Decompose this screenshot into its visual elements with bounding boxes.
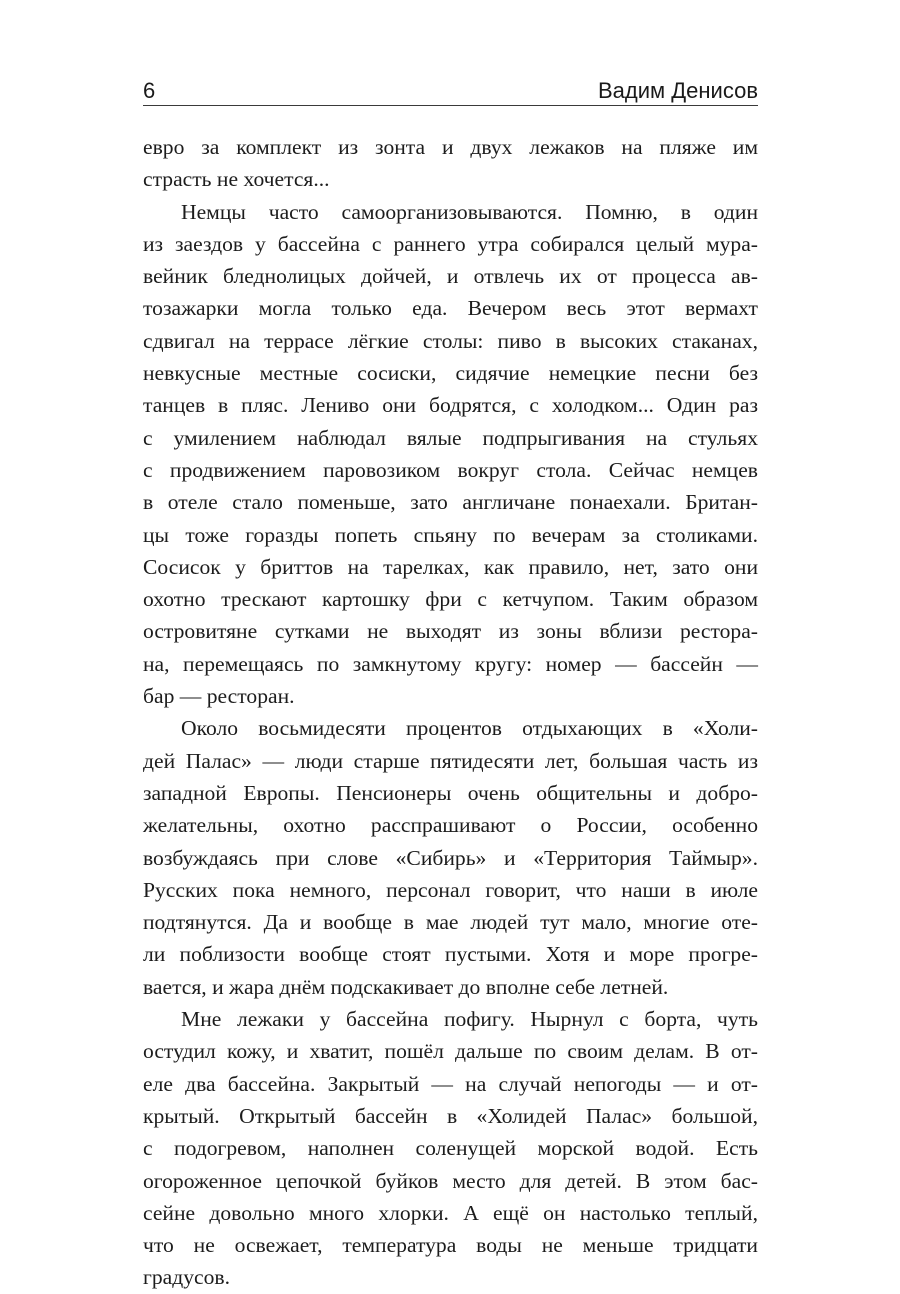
paragraph bbox=[143, 131, 758, 196]
text-line: на, перемещаясь по замкнутому кругу: номер — бассейн — bbox=[143, 651, 758, 676]
text-line: евро за комплект из зонта и двух лежаков на пляже им bbox=[143, 135, 758, 159]
text-line: желательны, охотно расспрашивают о России, особенно bbox=[143, 813, 758, 838]
text-line: сейне довольно много хлорки. А ещё он настолько теплый, bbox=[143, 1200, 758, 1225]
paragraph bbox=[143, 1003, 758, 1294]
running-head bbox=[143, 74, 758, 104]
text-line: сдвигал на террасе лёгкие столы: пиво в высоких стаканах, bbox=[143, 328, 758, 353]
text-line: вается, и жара днём подскакивает до вполне себе летней. bbox=[143, 974, 669, 999]
text-line: Сосисок у бриттов на тарелках, как правило, нет, зато они bbox=[143, 554, 758, 579]
text-line: тозажарки могла только еда. Вечером весь этот вермахт bbox=[143, 296, 758, 321]
text-line: островитяне сутками не выходят из зоны вблизи рестора- bbox=[143, 619, 758, 644]
text-line: страсть не хочется... bbox=[143, 167, 330, 192]
text-line: что не освежает, температура воды не меньше тридцати bbox=[143, 1233, 758, 1258]
text-line: дей Палас» — люди старше пятидесяти лет, большая часть из bbox=[143, 748, 758, 773]
paragraph bbox=[143, 712, 758, 1003]
text-line: охотно трескают картошку фри с кетчупом. Таким образом bbox=[143, 587, 758, 612]
text-line: цы тоже горазды попеть спьяну по вечерам за столиками. bbox=[143, 522, 758, 547]
text-line: с умилением наблюдал вялые подпрыгивания на стульях bbox=[143, 425, 758, 450]
text-line: из заездов у бассейна с раннего утра собирался целый мура- bbox=[143, 231, 758, 256]
text-line: вейник бледнолицых дойчей, и отвлечь их от процесса ав- bbox=[143, 264, 758, 289]
text-line: подтянутся. Да и вообще в мае людей тут мало, многие оте- bbox=[143, 910, 758, 935]
text-line: Немцы часто самоорганизовываются. Помню, в один bbox=[181, 199, 758, 224]
text-line: ли поблизости вообще стоят пустыми. Хотя и море прогре- bbox=[143, 942, 758, 967]
text-line: возбуждаясь при слове «Сибирь» и «Территория Таймыр». bbox=[143, 845, 758, 870]
text-line: Около восьмидесяти процентов отдыхающих в «Холи- bbox=[181, 716, 758, 741]
text-line: Русских пока немного, персонал говорит, что наши в июле bbox=[143, 877, 758, 902]
text-line: Мне лежаки у бассейна пофигу. Нырнул с борта, чуть bbox=[181, 1007, 758, 1032]
text-line: бар — ресторан. bbox=[143, 684, 295, 709]
author-name: Вадим Денисов bbox=[597, 78, 758, 103]
text-line: с подогревом, наполнен соленущей морской водой. Есть bbox=[143, 1136, 758, 1161]
header-rule bbox=[143, 105, 758, 106]
text-line: огороженное цепочкой буйков место для детей. В этом бас- bbox=[143, 1168, 758, 1193]
text-line: западной Европы. Пенсионеры очень общительны и добро- bbox=[143, 780, 758, 805]
paragraph bbox=[143, 196, 758, 713]
page-number: 6 bbox=[143, 78, 156, 103]
text-line: с продвижением паровозиком вокруг стола. Сейчас немцев bbox=[143, 457, 758, 482]
text-line: в отеле стало поменьше, зато англичане понаехали. Британ- bbox=[143, 490, 758, 515]
body-text bbox=[143, 131, 758, 1294]
text-line: крытый. Открытый бассейн в «Холидей Палас» большой, bbox=[143, 1103, 758, 1128]
text-line: градусов. bbox=[143, 1265, 230, 1290]
text-line: танцев в пляс. Лениво они бодрятся, с холодком... Один раз bbox=[143, 393, 758, 418]
text-line: еле два бассейна. Закрытый — на случай непогоды — и от- bbox=[143, 1071, 758, 1096]
text-line: невкусные местные сосиски, сидячие немецкие песни без bbox=[143, 361, 758, 386]
text-line: остудил кожу, и хватит, пошёл дальше по своим делам. В от- bbox=[143, 1039, 758, 1064]
